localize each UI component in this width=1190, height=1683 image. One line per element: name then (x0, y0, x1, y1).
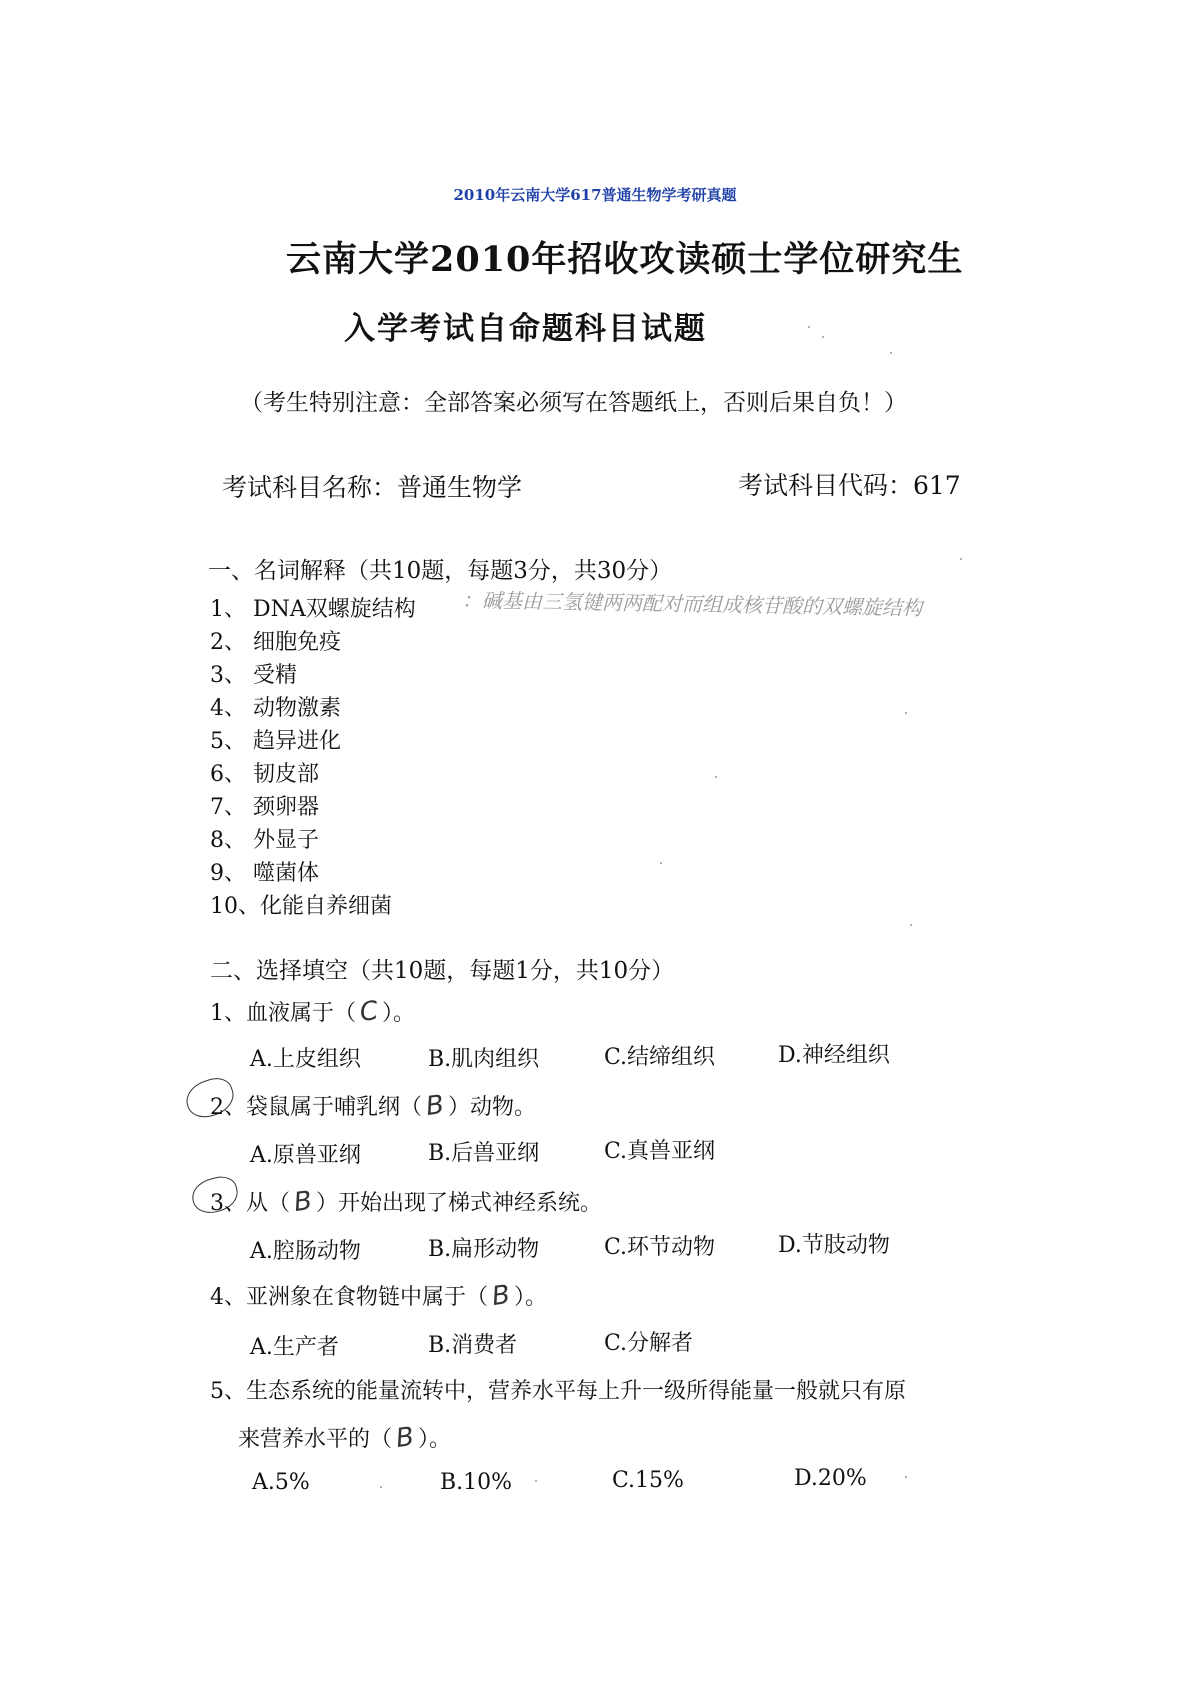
term-number: 8、 (210, 828, 246, 853)
term-number: 2、 (210, 630, 246, 655)
term-text: 动物激素 (253, 696, 342, 721)
option: D.节肢动物 (778, 1233, 890, 1258)
question-number: 2、 (210, 1095, 246, 1120)
term-text: 颈卵器 (253, 795, 320, 820)
subject-name: 考试科目名称：普通生物学 (222, 473, 523, 502)
scan-speck (715, 776, 717, 778)
question-text: 生态系统的能量流转中，营养水平每上升一级所得能量一般就只有原 (246, 1379, 907, 1404)
handwritten-answer: C (357, 995, 381, 1029)
scan-speck (660, 862, 662, 864)
question-text-end: ）动物。 (448, 1095, 537, 1120)
scan-speck (380, 1486, 382, 1488)
term-text: 细胞免疫 (253, 630, 342, 655)
option: B.后兽亚纲 (428, 1141, 540, 1166)
term-text: 韧皮部 (253, 762, 320, 787)
option: A.原兽亚纲 (250, 1143, 361, 1168)
scan-speck (960, 558, 962, 560)
option: C.环节动物 (604, 1235, 716, 1260)
section2-heading: 二、选择填空（共10题，每题1分，共10分） (210, 958, 675, 984)
term-item (210, 724, 341, 755)
subject-code: 考试科目代码：617 (738, 471, 961, 500)
option: A.上皮组织 (250, 1047, 361, 1072)
question-2 (210, 1090, 536, 1121)
term-text: DNA双螺旋结构 (253, 597, 416, 622)
term-item (210, 625, 341, 656)
handwritten-answer: B (424, 1089, 446, 1123)
term-number: 10、 (210, 894, 260, 919)
question-text: 来营养水平的（ (238, 1427, 393, 1452)
option: C.结缔组织 (604, 1045, 716, 1070)
term-text: 外显子 (253, 828, 320, 853)
question-3 (210, 1186, 602, 1217)
option: B.扁形动物 (428, 1237, 540, 1262)
option: C.分解者 (604, 1331, 694, 1356)
term-text: 化能自养细菌 (260, 894, 393, 919)
question-number: 1、 (210, 1001, 246, 1026)
question-text: 从（ (246, 1191, 291, 1216)
header-link[interactable]: 2010年云南大学617普通生物学考研真题 (453, 186, 737, 204)
option: C.15% (612, 1468, 684, 1493)
question-text-end: ）。 (418, 1427, 452, 1452)
question-number: 5、 (210, 1379, 246, 1404)
term-item (210, 856, 319, 887)
question-number: 4、 (210, 1285, 246, 1310)
scan-speck (905, 712, 907, 714)
scan-speck (535, 1480, 537, 1482)
term-item (210, 757, 319, 788)
question-5 (210, 1374, 906, 1405)
term-number: 5、 (210, 729, 246, 754)
question-text: 袋鼠属于哺乳纲（ (246, 1095, 423, 1120)
question-text: 血液属于（ (246, 1001, 357, 1026)
option: B.消费者 (428, 1333, 518, 1358)
option: B.10% (440, 1470, 513, 1495)
option: C.真兽亚纲 (604, 1139, 716, 1164)
term-item (210, 790, 319, 821)
option: D.神经组织 (778, 1043, 890, 1068)
question-text-end: ）。 (382, 1001, 416, 1026)
term-item (210, 658, 297, 689)
handwritten-answer: B (490, 1279, 512, 1313)
option: A.腔肠动物 (250, 1239, 361, 1264)
option: D.20% (794, 1466, 867, 1491)
term-number: 9、 (210, 861, 246, 886)
term-number: 7、 (210, 795, 246, 820)
scan-speck (890, 352, 892, 354)
question-1 (210, 996, 415, 1027)
option: A.生产者 (250, 1335, 339, 1360)
handwritten-note: ：碱基由三氢键两两配对而组成核苷酸的双螺旋结构 (461, 587, 923, 621)
question-text: 亚洲象在食物链中属于（ (246, 1285, 489, 1310)
question-4 (210, 1280, 547, 1311)
exam-title-line1: 云南大学2010年招收攻读硕士学位研究生 (286, 239, 964, 280)
term-text: 趋异进化 (253, 729, 342, 754)
section1-heading: 一、名词解释（共10题，每题3分，共30分） (208, 558, 673, 584)
scan-speck (905, 1476, 907, 1478)
term-number: 1、 (210, 597, 246, 622)
exam-title-line2: 入学考试自命题科目试题 (344, 311, 707, 347)
term-number: 4、 (210, 696, 246, 721)
handwritten-answer: B (292, 1185, 314, 1219)
term-item (210, 823, 319, 854)
handwritten-answer: B (394, 1421, 416, 1455)
scan-speck (910, 924, 912, 926)
term-item (210, 691, 341, 722)
term-item (210, 889, 392, 920)
question-text-end: ）。 (514, 1285, 548, 1310)
question-5-continued (238, 1422, 451, 1453)
question-number: 3、 (210, 1191, 246, 1216)
question-text-end: ）开始出现了梯式神经系统。 (316, 1191, 603, 1216)
term-text: 受精 (253, 663, 298, 688)
term-number: 3、 (210, 663, 246, 688)
term-text: 噬菌体 (253, 861, 320, 886)
option: A.5% (252, 1470, 310, 1495)
term-item (210, 592, 416, 623)
scan-speck (808, 326, 810, 328)
term-number: 6、 (210, 762, 246, 787)
scan-speck (822, 336, 824, 338)
notice-text: （考生特别注意：全部答案必须写在答题纸上，否则后果自负！） (240, 390, 907, 416)
option: B.肌肉组织 (428, 1047, 540, 1072)
